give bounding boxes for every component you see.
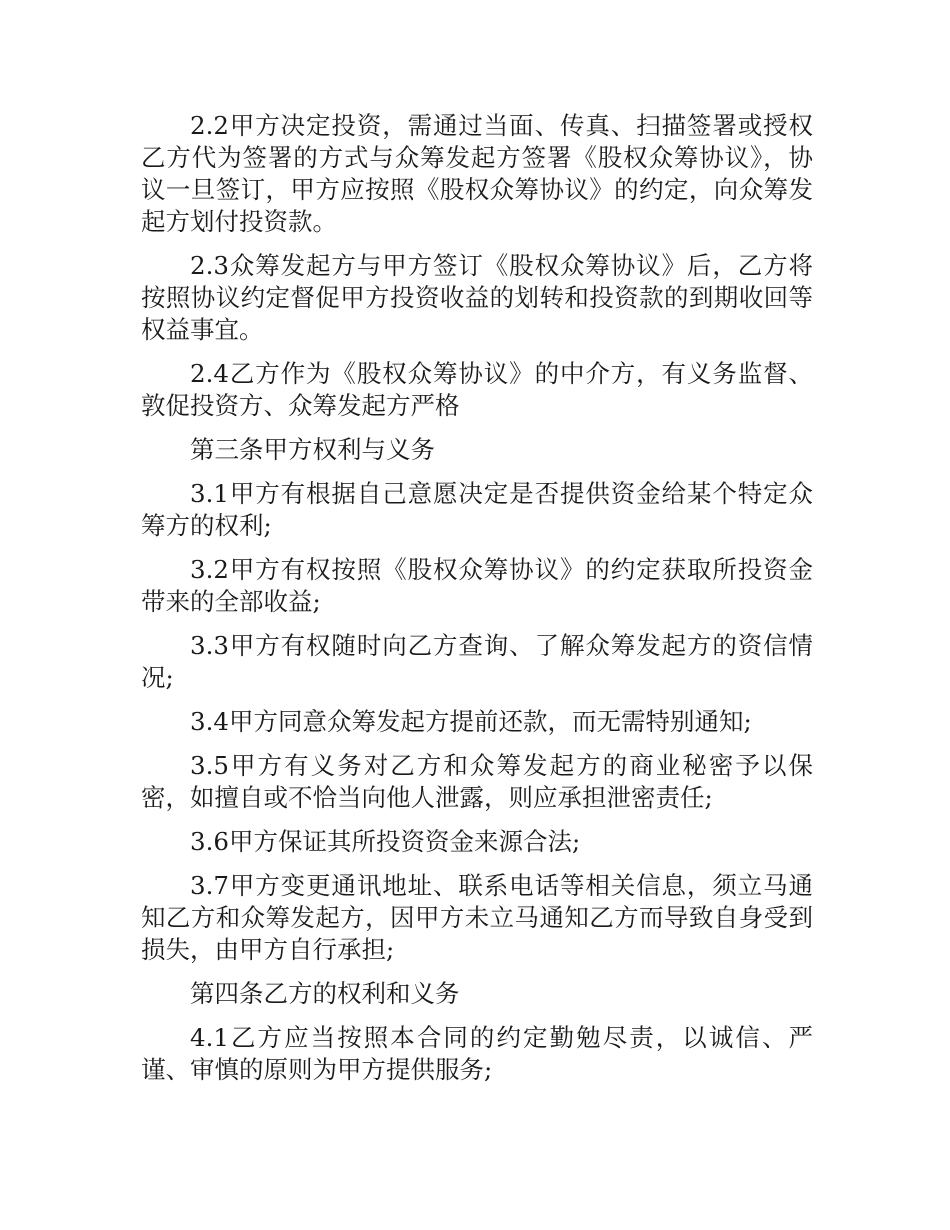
clause-3-3: 3.3甲方有权随时向乙方查询、了解众筹发起方的资信情况; [141,631,813,692]
article-4-heading: 第四条乙方的权利和义务 [190,979,460,1008]
clause-4-1: 4.1乙方应当按照本合同的约定勤勉尽责，以诚信、严谨、审慎的原则为甲方提供服务; [141,1023,813,1084]
clause-3-2: 3.2甲方有权按照《股权众筹协议》的约定获取所投资金带来的全部收益; [141,555,813,616]
clause-3-1: 3.1甲方有根据自己意愿决定是否提供资金给某个特定众筹方的权利; [141,479,813,540]
document-page [141,110,813,1098]
clause-2-4: 2.4乙方作为《股权众筹协议》的中介方，有义务监督、敦促投资方、众筹发起方严格 [141,359,813,420]
clause-3-6: 3.6甲方保证其所投资资金来源合法; [190,827,581,856]
article-3-heading: 第三条甲方权利与义务 [190,435,435,464]
clause-3-5: 3.5甲方有义务对乙方和众筹发起方的商业秘密予以保密，如擅自或不恰当向他人泄露，则应承担泄密责任; [141,751,813,812]
clause-2-3: 2.3众筹发起方与甲方签订《股权众筹协议》后，乙方将按照协议约定督促甲方投资收益的划转和投资款的到期收回等权益事宜。 [141,251,813,344]
clause-3-7: 3.7甲方变更通讯地址、联系电话等相关信息，须立马通知乙方和众筹发起方，因甲方未立马通知乙方而导致自身受到损失，由甲方自行承担; [141,871,813,964]
clause-3-4: 3.4甲方同意众筹发起方提前还款，而无需特别通知; [190,707,752,736]
clause-2-2: 2.2甲方决定投资，需通过当面、传真、扫描签署或授权乙方代为签署的方式与众筹发起方签署《股权众筹协议》，协议一旦签订，甲方应按照《股权众筹协议》的约定，向众筹发起方划付投资款。 [141,111,813,236]
